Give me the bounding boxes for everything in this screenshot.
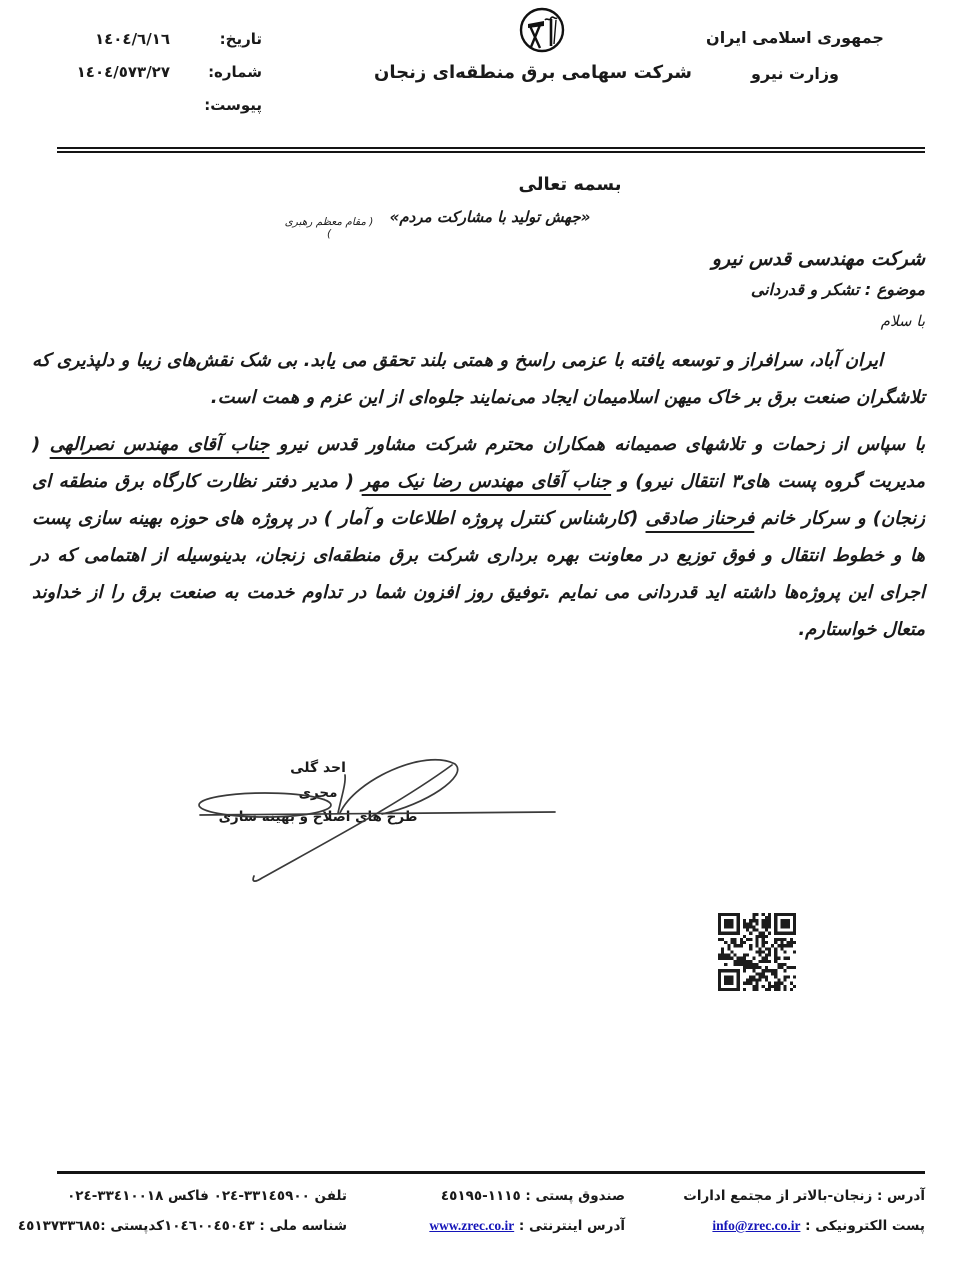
slogan-attribution: ( مقام معظم رهبری )	[284, 216, 374, 240]
state-line-1: جمهوری اسلامی ایران	[706, 28, 884, 47]
email-link[interactable]: info@zrec.co.ir	[712, 1218, 801, 1233]
national-id-postal-code: شناسه ملی : ١٠٤٦٠٠٤٥٠٤٣کدپستی :٤٥١٣٧٣٣٦٨٥	[17, 1218, 347, 1234]
phone-fax: تلفن ٣٣١٤٥٩٠٠-٠٢٤ فاکس ٣٣٤١٠٠١٨-٠٢٤	[67, 1188, 347, 1204]
signer-name: احد گلی	[290, 760, 346, 776]
website-link[interactable]: www.zrec.co.ir	[429, 1218, 515, 1233]
web-label: آدرس اینترنتی :	[518, 1218, 625, 1234]
body-paragraph-2: با سپاس از زحمات و تلاشهای صمیمانه همکاران محترم شرکت مشاور قدس نیرو جناب آقای مهندس نصرالهی ( مدیریت گروه پست های٣ انتقال نیرو) و جناب آقای مهندس رضا نیک مهر ( مدیر دفتر نظارت کارگاه برق منطقه ای زنجان) و سرکار خانم فرحناز صادقی (کارشناس کنترل پروژه اطلاعات و آمار ) در پروژه های حوزه بهینه سازی پست ها و خطوط انتقال و فوق توزیع در معاونت بهره برداری شرکت برق منطقه‌ای زنجان، بدینوسیله از اهتمامی که در اجرای این پروژه‌ها داشته اید قدردانی می نمایم .توفیق روز افزون شما در تداوم خدمت به صنعت برق را از خداوند متعال خواستارم.	[32, 434, 926, 640]
footer-address-col	[625, 1181, 925, 1241]
attachment-label: پیوست:	[204, 96, 262, 114]
signer-role-1: مجری	[298, 785, 338, 801]
number-label: شماره:	[208, 63, 262, 81]
recipient-block	[712, 244, 925, 336]
footer-phone-col	[17, 1181, 347, 1241]
web-row	[347, 1211, 625, 1241]
signer-role-2: طرح های اصلاح و بهینه سازی	[218, 809, 418, 825]
state-header	[690, 20, 900, 92]
recipient-name: شرکت مهندسی قدس نیرو	[711, 248, 925, 270]
ministry-energy-logo-icon	[518, 6, 566, 54]
date-label: تاریخ:	[219, 30, 262, 48]
signature-block	[218, 755, 418, 829]
po-box: صندوق پستی : ١١١٥-٤٥١٩٥	[440, 1188, 625, 1204]
year-slogan: «جهش تولید با مشارکت مردم»	[389, 208, 591, 226]
besmeh-taala: بسمه تعالی	[518, 174, 622, 195]
email-row	[625, 1211, 925, 1241]
salutation: با سلام	[880, 312, 925, 330]
header-rule	[57, 147, 925, 153]
date-value: ١٤٠٤/٦/١٦	[94, 30, 170, 48]
letter-body	[32, 342, 925, 658]
footer-middle-col	[347, 1181, 625, 1241]
company-name: شرکت سهامی برق منطقه‌ای زنجان	[373, 62, 692, 83]
meta-date-row	[58, 30, 262, 48]
letter-subject: موضوع : تشکر و قدردانی	[750, 280, 925, 299]
email-label: پست الکترونیکی :	[805, 1218, 925, 1234]
letter-meta	[58, 30, 262, 129]
qr-code	[718, 913, 796, 991]
number-value: ١٤٠٤/٥٧٣/٢٧	[76, 63, 170, 81]
meta-attachment-row	[58, 96, 262, 114]
footer-rule	[57, 1171, 925, 1174]
footer	[17, 1181, 925, 1241]
state-line-2: وزارت نیرو	[751, 64, 839, 83]
postal-address: آدرس : زنجان-بالاتر از مجتمع ادارات	[683, 1188, 925, 1204]
body-paragraph-1: ایران آباد، سرافراز و توسعه یافته با عزمی راسخ و همتی بلند تحقق می یابد. بی شک نقش‌های زیبا و دلپذیری که تلاشگران صنعت برق بر خاک میهن اسلامیمان ایجاد می‌نمایند جلوه‌ای از این عزم و همت است.	[32, 350, 925, 408]
company-header	[373, 6, 692, 83]
meta-number-row	[58, 63, 262, 81]
